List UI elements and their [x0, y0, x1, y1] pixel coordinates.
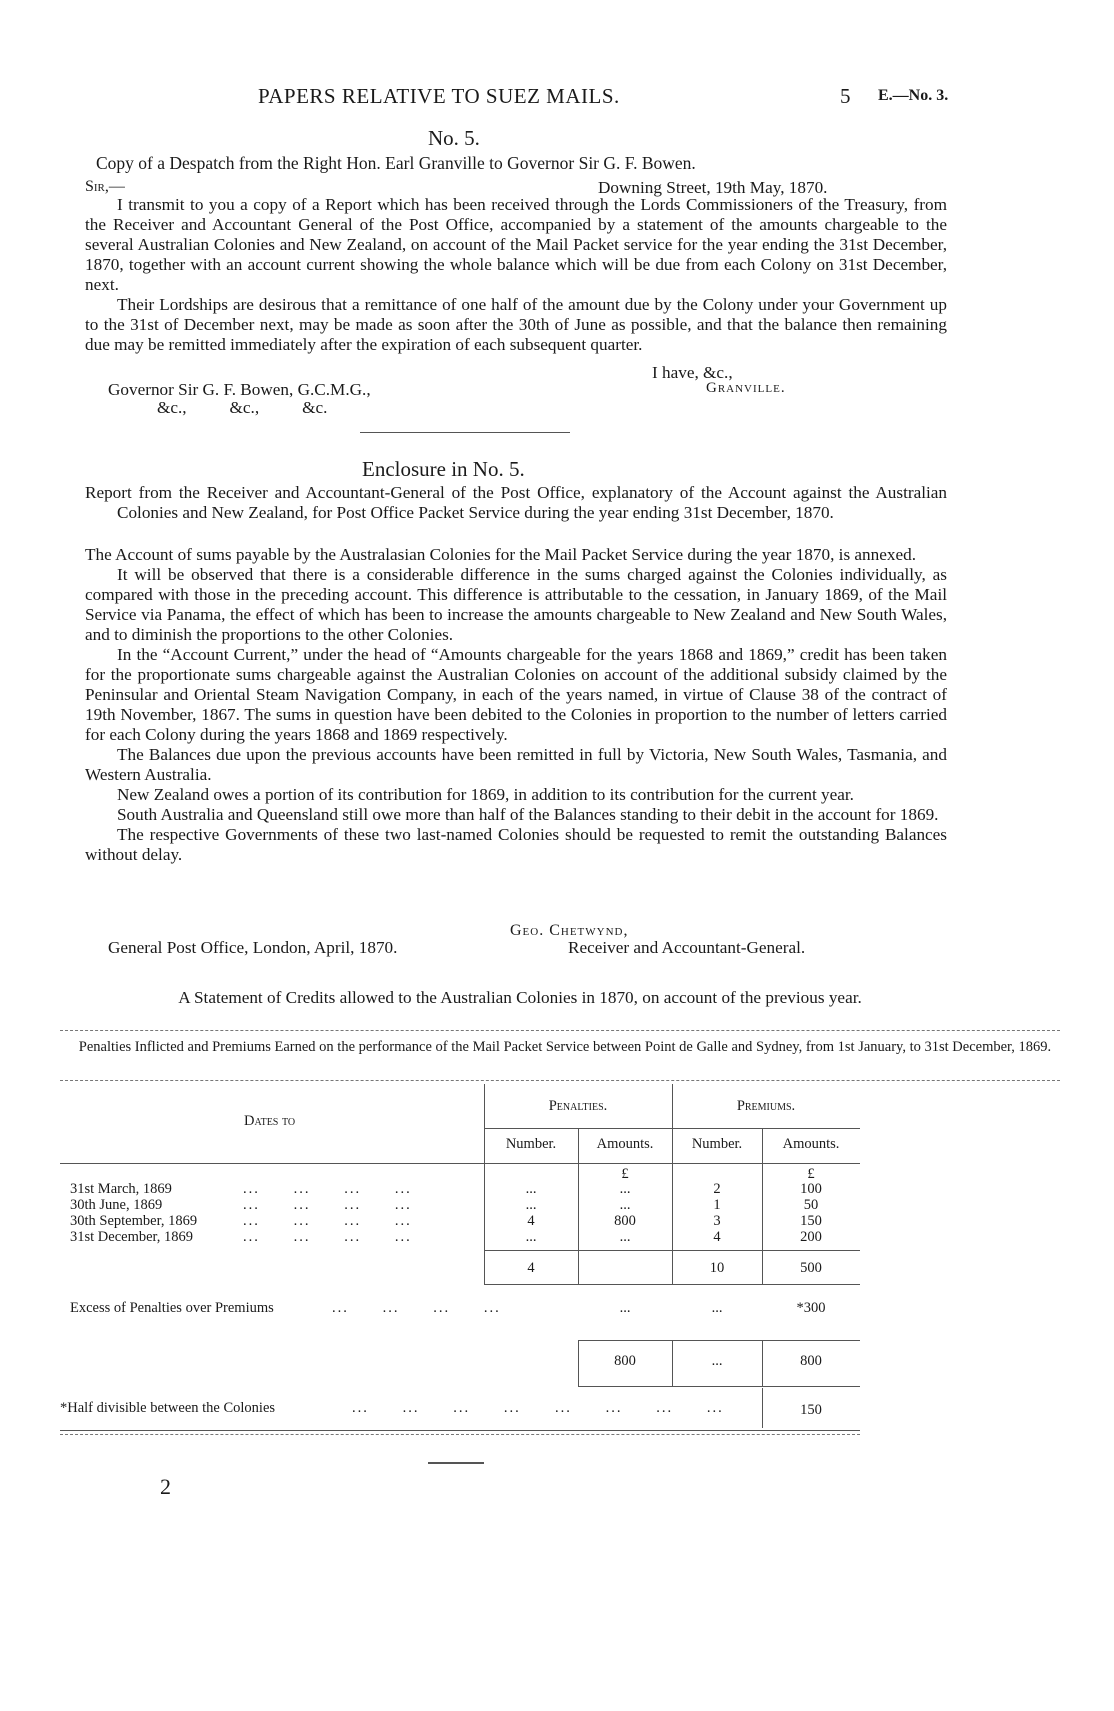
enclosure-paragraph-5: New Zealand owes a portion of its contribution for 1869, in addition to its contribution for the current year. [117, 785, 854, 804]
excess-prem-number: ... [711, 1300, 723, 1316]
despatch-heading: Copy of a Despatch from the Right Hon. Earl Granville to Governor Sir G. F. Bowen. [96, 153, 696, 173]
row-pen-amount: ... [619, 1197, 631, 1213]
despatch-closing: I have, &c., [652, 363, 733, 382]
enclosure-signer-title: Receiver and Accountant-General. [568, 938, 806, 957]
col-header-pen-number: Number. [505, 1136, 557, 1152]
salutation: Sir,— [85, 178, 125, 195]
enclosure-paragraph-7: The respective Governments of these two last-named Colonies should be requested to remit the outstanding Balances without delay. [85, 825, 947, 864]
despatch-addressee-etc: &c., &c., &c. [157, 398, 328, 417]
enclosure-signer-name: Geo. Chetwynd, [510, 922, 629, 939]
row-leader-dots: ... ... ... ... [243, 1229, 412, 1245]
table-bottom-rule [60, 1430, 860, 1431]
currency-symbol-penalties: £ [621, 1166, 629, 1182]
row-prem-amount: 200 [800, 1229, 822, 1245]
enclosure-paragraph-3: In the “Account Current,” under the head of “Amounts chargeable for the years 1868 and 1869,” credit has been taken for the proportionate sums chargeable against the Australian Colonies on account of the additional subsidy claimed by the Peninsular and Oriental Steam Navigation Company, in each of the years named, in virtue of Clause 38 of the contract of 19th November, 1867. The sums in question have been debited to the Colonies in proportion to the number of letters carried for each Colony during the years 1868 and 1869 respectively. [85, 645, 947, 744]
section-divider [360, 432, 570, 433]
excess-prem-amount: *300 [796, 1300, 826, 1316]
report-heading-text: Report from the Receiver and Accountant-General of the Post Office, explanatory of the Account against the Australian Colonies and New Zealand, for Post Office Packet Service during the year ending 31st December, 1870. [85, 483, 947, 522]
enclosure-body [85, 545, 947, 865]
row-prem-number: 3 [713, 1213, 721, 1229]
despatch-signature: Granville. [706, 380, 786, 396]
total-prem-number: 10 [709, 1260, 725, 1276]
row-pen-amount: 800 [614, 1213, 636, 1229]
row-pen-amount: ... [619, 1181, 631, 1197]
col-header-pen-amounts: Amounts. [596, 1136, 654, 1152]
excess-pen-amount: ... [619, 1300, 631, 1316]
col-header-prem-number: Number. [691, 1136, 743, 1152]
row-date: 31st December, 1869 [70, 1229, 194, 1245]
enclosure-paragraph-1: The Account of sums payable by the Australasian Colonies for the Mail Packet Service during the year 1870, is annexed. [85, 545, 916, 564]
row-pen-number: ... [525, 1197, 537, 1213]
balance-pen-amount: 800 [614, 1353, 636, 1369]
half-leader-dots: ... ... ... ... [352, 1400, 521, 1416]
enclosure-place-date: General Post Office, London, April, 1870. [108, 938, 398, 957]
row-prem-number: 4 [713, 1229, 721, 1245]
half-divisible-amount: 150 [800, 1402, 822, 1418]
enclosure-paragraph-2: It will be observed that there is a considerable difference in the sums charged against the Colonies individually, as compared with those in the preceding account. This difference is attributable to the cessation, in January 1869, of the Mail Service via Panama, the effect of which has been to increase the amounts chargeable to New Zealand and New South Wales, and to diminish the proportions to the other Colonies. [85, 565, 947, 644]
row-prem-amount: 50 [803, 1197, 819, 1213]
enclosure-report-heading [85, 483, 947, 523]
row-prem-amount: 150 [800, 1213, 822, 1229]
half-divisible-label: *Half divisible between the Colonies [60, 1400, 276, 1416]
despatch-body [85, 195, 947, 355]
col-header-prem-amounts: Amounts. [782, 1136, 840, 1152]
totals-top-rule [484, 1250, 860, 1251]
row-pen-number: ... [525, 1181, 537, 1197]
page-number: 5 [840, 84, 851, 108]
half-leader-dots-2: ... ... ... ... [555, 1400, 724, 1416]
currency-symbol-premiums: £ [807, 1166, 815, 1182]
enclosure-paragraph-4: The Balances due upon the previous accounts have been remitted in full by Victoria, New South Wales, Tasmania, and Western Australia. [85, 745, 947, 784]
excess-leader-dots: ... ... ... ... [332, 1300, 501, 1316]
despatch-paragraph-2: Their Lordships are desirous that a remittance of one half of the amount due by the Colony under your Government up to the 31st of December next, may be made as soon after the 30th of June as possible, and that the balance then remaining due may be remitted immediately after the expiration of each subsequent quarter. [85, 295, 947, 354]
group-header-premiums: Premiums. [736, 1098, 796, 1114]
balance-prem-number: ... [711, 1353, 723, 1369]
balance-top-rule [578, 1340, 860, 1341]
totals-bottom-rule [484, 1284, 860, 1285]
statement-subtitle: Penalties Inflicted and Premiums Earned on the performance of the Mail Packet Service between Point de Galle and Sydney, from 1st January, to 31st December, 1869. [78, 1039, 1052, 1055]
row-pen-number: 4 [527, 1213, 535, 1229]
table-bottom-rule-2 [60, 1434, 860, 1435]
enclosure-paragraph-6: South Australia and Queensland still owe more than half of the Balances standing to their debit in the account for 1869. [117, 805, 939, 824]
signature-mark: 2 [160, 1474, 171, 1499]
despatch-place-date: Downing Street, 19th May, 1870. [598, 178, 828, 197]
paper-reference: E.—No. 3. [878, 87, 949, 104]
column-header-rule [60, 1163, 860, 1164]
row-date: 31st March, 1869 [70, 1181, 172, 1197]
group-header-penalties: Penalties. [548, 1098, 608, 1114]
footer-divider [428, 1462, 484, 1464]
row-date: 30th September, 1869 [70, 1213, 198, 1229]
balance-bottom-rule [578, 1386, 860, 1387]
despatch-paragraph-1: I transmit to you a copy of a Report which has been received through the Lords Commissioners of the Treasury, from the Receiver and Accountant General of the Post Office, accompanied by a statement of the amounts chargeable to the several Australian Colonies and New Zealand, on account of the Mail Packet service for the year ending the 31st December, 1870, together with an account current showing the whole balance which will be due from each Colony on 31st December, next. [85, 195, 947, 294]
row-leader-dots: ... ... ... ... [243, 1197, 412, 1213]
excess-label: Excess of Penalties over Premiums [70, 1300, 274, 1316]
running-title: PAPERS RELATIVE TO SUEZ MAILS. [258, 84, 620, 108]
row-prem-number: 1 [713, 1197, 721, 1213]
despatch-number: No. 5. [428, 126, 480, 150]
row-date: 30th June, 1869 [70, 1197, 163, 1213]
group-header-rule [484, 1128, 860, 1129]
total-prem-amount: 500 [800, 1260, 822, 1276]
row-pen-amount: ... [619, 1229, 631, 1245]
row-pen-number: ... [525, 1229, 537, 1245]
row-leader-dots: ... ... ... ... [243, 1181, 412, 1197]
statement-title: A Statement of Credits allowed to the Australian Colonies in 1870, on account of the previous year. [178, 988, 862, 1007]
table-top-rule [60, 1080, 1060, 1081]
row-leader-dots: ... ... ... ... [243, 1213, 412, 1229]
row-prem-amount: 100 [800, 1181, 822, 1197]
despatch-addressee: Governor Sir G. F. Bowen, G.C.M.G., [108, 380, 371, 399]
col-header-dates: Dates to [244, 1113, 296, 1129]
row-prem-number: 2 [713, 1181, 721, 1197]
statement-top-rule [60, 1030, 1060, 1031]
total-pen-number: 4 [527, 1260, 535, 1276]
balance-prem-amount: 800 [800, 1353, 822, 1369]
enclosure-title: Enclosure in No. 5. [362, 457, 525, 481]
